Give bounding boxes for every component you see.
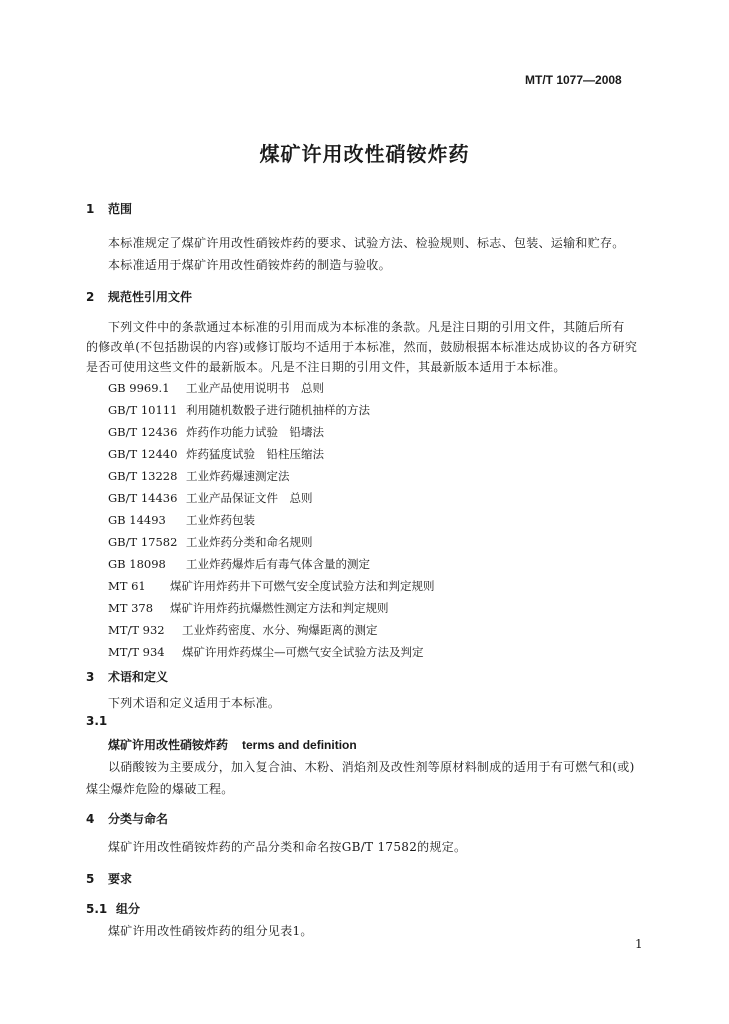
- section-number: 4: [86, 812, 95, 826]
- classification-paragraph: 煤矿许用改性硝铵炸药的产品分类和命名按GB/T 17582的规定。: [108, 840, 467, 854]
- reference-title: 利用随机数骰子进行随机抽样的方法: [186, 403, 370, 417]
- reference-title: 工业产品保证文件 总则: [186, 491, 313, 505]
- term-english: terms and definition: [242, 738, 357, 752]
- reference-title: 工业炸药分类和命名规则: [186, 535, 313, 549]
- reference-item: [108, 424, 324, 440]
- section-heading-5-1: [86, 900, 140, 917]
- section-number: 5: [86, 872, 95, 886]
- reference-item: [108, 446, 324, 462]
- section-heading-2: [86, 288, 192, 305]
- section-heading-5: [86, 870, 132, 887]
- reference-code: GB/T 17582: [108, 535, 178, 549]
- reference-code: GB/T 10111: [108, 403, 178, 417]
- page-number: 1: [635, 937, 643, 951]
- reference-code: MT 378: [108, 601, 154, 615]
- reference-code: GB 9969.1: [108, 381, 170, 395]
- section-title: 规范性引用文件: [108, 290, 193, 304]
- section-title: 组分: [116, 902, 141, 916]
- normative-intro-line-3: 是否可使用这些文件的最新版本。凡是不注日期的引用文件，其最新版本适用于本标准。: [86, 360, 566, 374]
- section-number: 1: [86, 202, 95, 216]
- scope-paragraph-2: 本标准适用于煤矿许用改性硝铵炸药的制造与验收。: [108, 258, 391, 272]
- terms-intro: 下列术语和定义适用于本标准。: [108, 696, 281, 710]
- reference-item: [108, 622, 378, 638]
- reference-code: GB/T 13228: [108, 469, 178, 483]
- section-number: 3: [86, 670, 95, 684]
- reference-title: 炸药猛度试验 铅柱压缩法: [186, 447, 324, 461]
- subsection-number-3-1: 3.1: [86, 714, 108, 728]
- reference-item: [108, 468, 290, 484]
- reference-title: 工业炸药爆速测定法: [186, 469, 290, 483]
- reference-code: MT/T 934: [108, 645, 165, 659]
- term-heading: [108, 736, 357, 753]
- section-heading-1: [86, 200, 132, 217]
- section-number: 5.1: [86, 902, 108, 916]
- reference-item: [108, 578, 435, 594]
- reference-item: [108, 600, 389, 616]
- reference-item: [108, 512, 255, 528]
- composition-paragraph: 煤矿许用改性硝铵炸药的组分见表1。: [108, 924, 313, 938]
- page-title: 煤矿许用改性硝铵炸药: [259, 142, 470, 166]
- scope-paragraph-1: 本标准规定了煤矿许用改性硝铵炸药的要求、试验方法、检验规则、标志、包装、运输和贮存。: [108, 236, 625, 250]
- reference-item: [108, 534, 313, 550]
- normative-intro-line-1: 下列文件中的条款通过本标准的引用而成为本标准的条款。凡是注日期的引用文件，其随后所有: [108, 320, 625, 334]
- reference-code: GB/T 14436: [108, 491, 178, 505]
- reference-item: [108, 556, 370, 572]
- reference-code: GB 18098: [108, 557, 166, 571]
- section-heading-4: [86, 810, 168, 827]
- section-title: 范围: [108, 202, 133, 216]
- reference-item: [108, 380, 324, 396]
- reference-title: 煤矿许用炸药井下可燃气安全度试验方法和判定规则: [170, 579, 435, 593]
- reference-title: 工业炸药密度、水分、殉爆距离的测定: [182, 623, 378, 637]
- reference-item: [108, 402, 370, 418]
- term-definition-line-2: 煤尘爆炸危险的爆破工程。: [86, 782, 234, 796]
- section-title: 要求: [108, 872, 133, 886]
- reference-code: GB/T 12436: [108, 425, 178, 439]
- term-definition-line-1: 以硝酸铵为主要成分，加入复合油、木粉、消焰剂及改性剂等原材料制成的适用于有可燃气和(或): [108, 760, 635, 774]
- reference-title: 煤矿许用炸药煤尘—可燃气安全试验方法及判定: [182, 645, 424, 659]
- reference-code: GB 14493: [108, 513, 166, 527]
- normative-intro-line-2: 的修改单(不包括勘误的内容)或修订版均不适用于本标准，然而，鼓励根据本标准达成协议的各方研究: [86, 340, 638, 354]
- section-title: 术语和定义: [108, 670, 169, 684]
- reference-title: 工业炸药爆炸后有毒气体含量的测定: [186, 557, 370, 571]
- section-title: 分类与命名: [108, 812, 169, 826]
- section-heading-3: [86, 668, 168, 685]
- reference-title: 工业产品使用说明书 总则: [186, 381, 324, 395]
- term-chinese: 煤矿许用改性硝铵炸药: [108, 738, 229, 752]
- reference-item: [108, 644, 424, 660]
- standard-number: MT/T 1077—2008: [525, 73, 622, 87]
- reference-title: 工业炸药包装: [186, 513, 255, 527]
- reference-code: MT/T 932: [108, 623, 165, 637]
- section-number: 2: [86, 290, 95, 304]
- reference-item: [108, 490, 313, 506]
- reference-title: 煤矿许用炸药抗爆燃性测定方法和判定规则: [170, 601, 389, 615]
- reference-title: 炸药作功能力试验 铅壔法: [186, 425, 324, 439]
- reference-code: MT 61: [108, 579, 146, 593]
- reference-code: GB/T 12440: [108, 447, 178, 461]
